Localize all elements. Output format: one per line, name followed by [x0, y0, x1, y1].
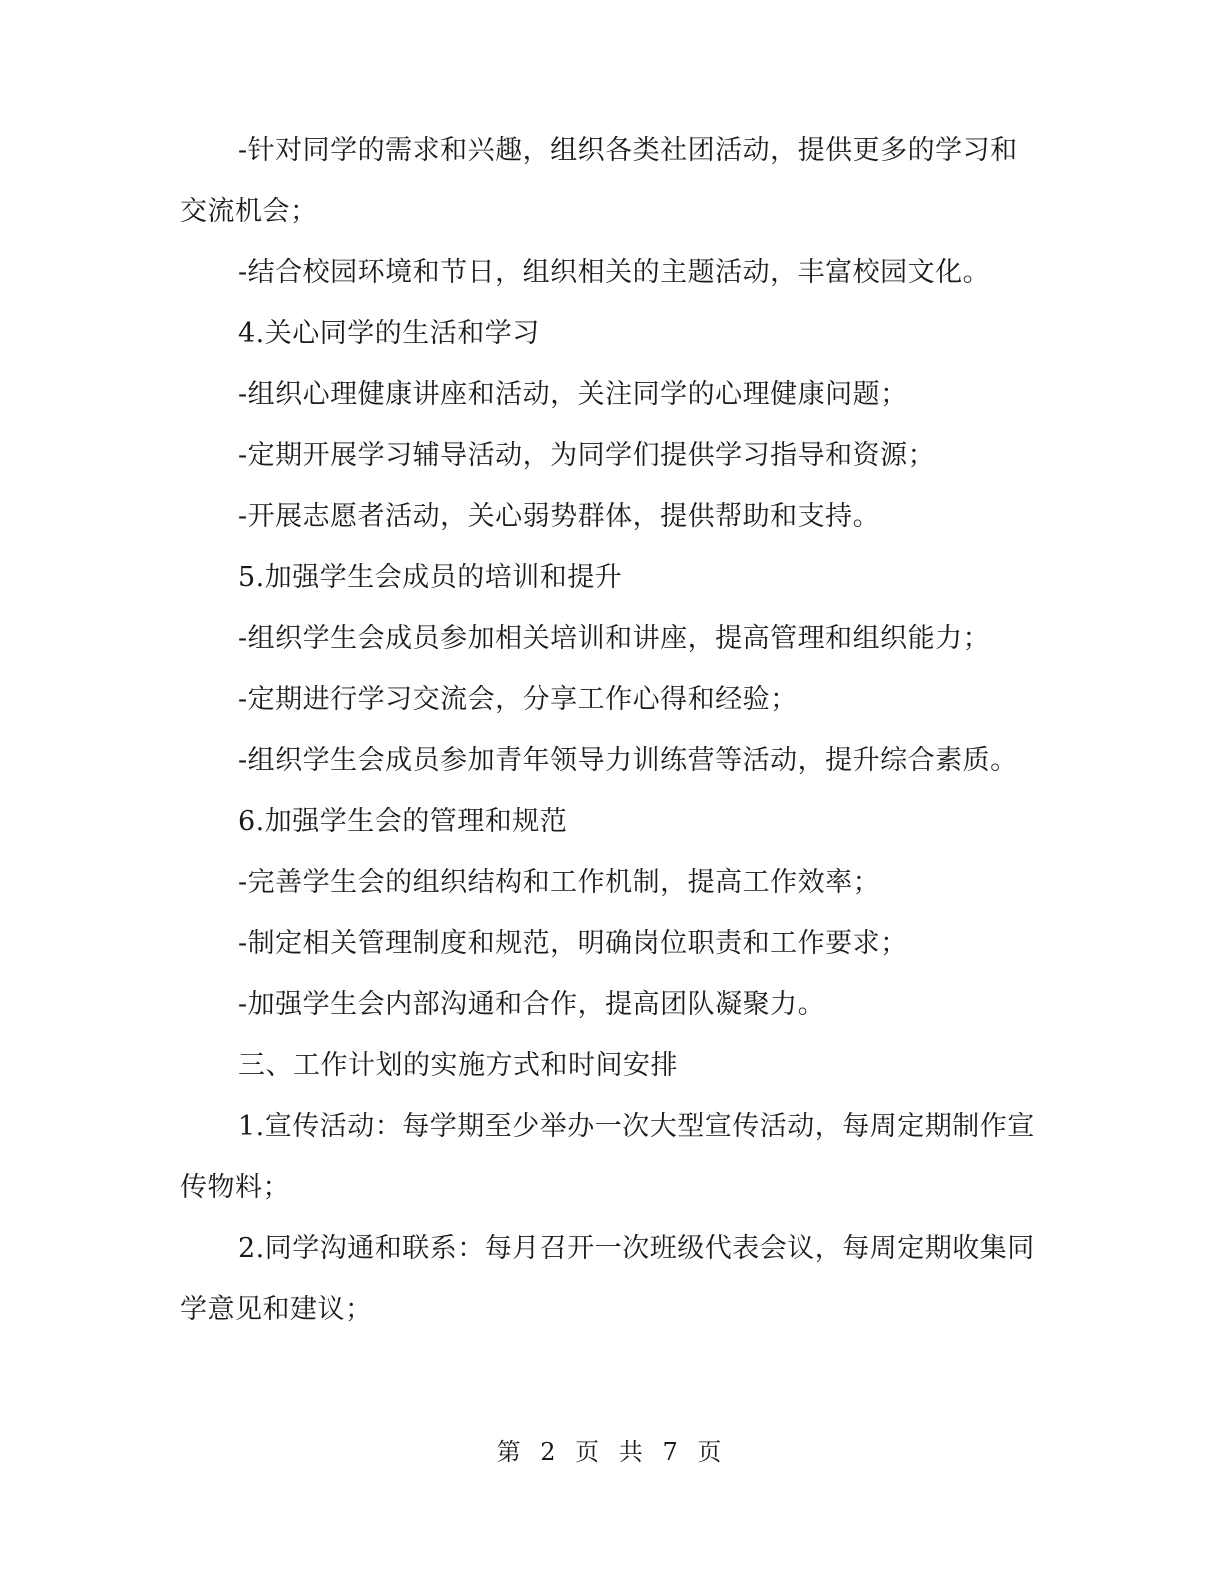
- paragraph: -组织心理健康讲座和活动，关注同学的心理健康问题；: [238, 379, 908, 410]
- paragraph: -制定相关管理制度和规范，明确岗位职责和工作要求；: [238, 928, 908, 959]
- page-number-footer: 第 2 页 共 7 页: [496, 1438, 728, 1466]
- section-heading: 5.加强学生会成员的培训和提升: [238, 562, 623, 593]
- paragraph: -完善学生会的组织结构和工作机制，提高工作效率；: [238, 867, 881, 898]
- paragraph: -开展志愿者活动，关心弱势群体，提供帮助和支持。: [238, 501, 881, 532]
- paragraph: -定期开展学习辅导活动，为同学们提供学习指导和资源；: [238, 440, 936, 471]
- paragraph: 1.宣传活动：每学期至少举办一次大型宣传活动，每周定期制作宣传物料；: [180, 1111, 1035, 1203]
- document-body: [180, 120, 1040, 1340]
- paragraph: -组织学生会成员参加相关培训和讲座，提高管理和组织能力；: [238, 623, 991, 654]
- paragraph: -组织学生会成员参加青年领导力训练营等活动，提升综合素质。: [238, 745, 1018, 776]
- section-heading: 6.加强学生会的管理和规范: [238, 806, 568, 837]
- paragraph: 2.同学沟通和联系：每月召开一次班级代表会议，每周定期收集同学意见和建议；: [180, 1233, 1035, 1325]
- paragraph: -加强学生会内部沟通和合作，提高团队凝聚力。: [238, 989, 826, 1020]
- paragraph: -针对同学的需求和兴趣，组织各类社团活动，提供更多的学习和交流机会；: [180, 135, 1018, 227]
- chapter-heading: 三、工作计划的实施方式和时间安排: [238, 1050, 678, 1081]
- paragraph: -结合校园环境和节日，组织相关的主题活动，丰富校园文化。: [238, 257, 991, 288]
- paragraph: -定期进行学习交流会，分享工作心得和经验；: [238, 684, 798, 715]
- section-heading: 4.关心同学的生活和学习: [238, 318, 540, 349]
